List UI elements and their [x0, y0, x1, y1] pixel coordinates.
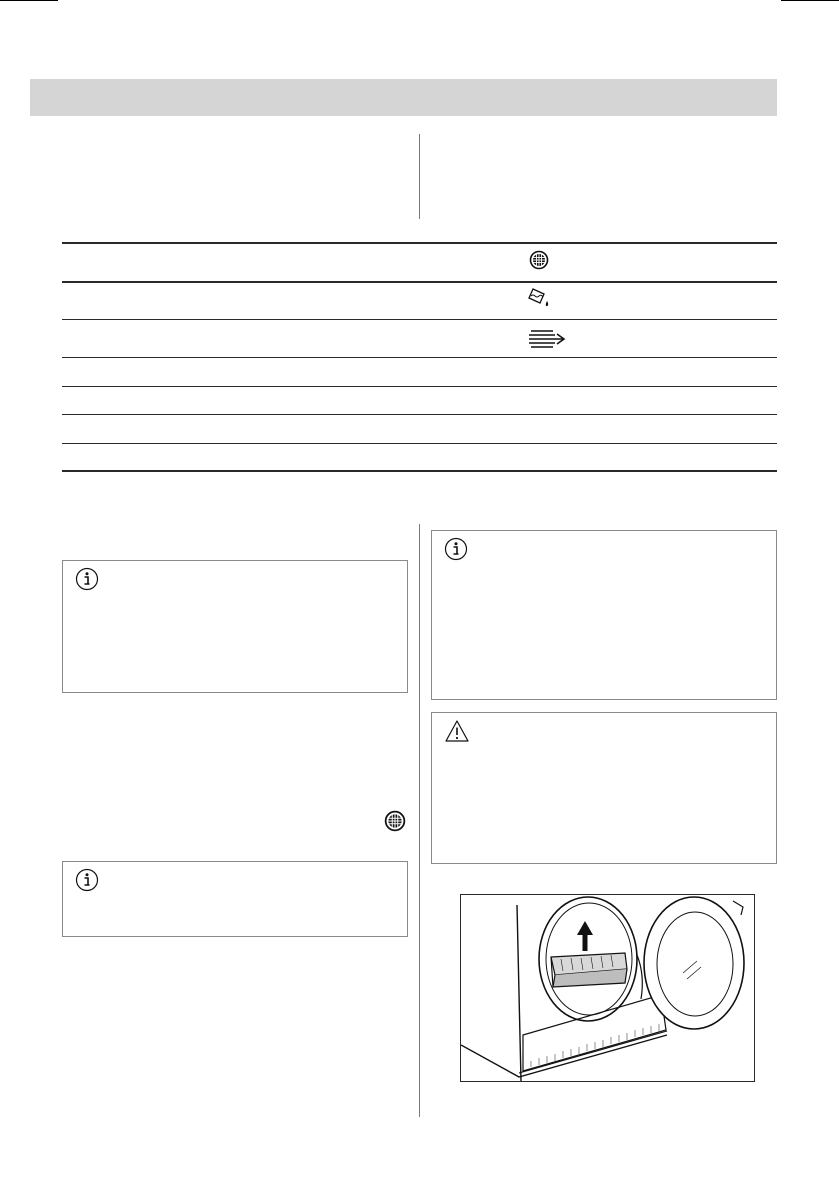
info-icon: [75, 868, 99, 892]
info-icon: [75, 567, 99, 591]
warning-note-box: [431, 712, 777, 864]
table-rule: [62, 281, 777, 283]
info-note-box: [431, 530, 777, 700]
filter-icon: [384, 810, 406, 832]
table-rule: [62, 386, 777, 387]
crop-mark-top-right: [781, 0, 839, 1]
section-header-bar: [30, 79, 777, 116]
drying-icon: [527, 329, 569, 349]
table-rule: [62, 443, 777, 444]
crop-mark-top-left: [0, 0, 58, 1]
table-rule: [62, 414, 777, 415]
warning-icon: [444, 719, 470, 743]
filter-icon: [529, 250, 549, 270]
table-rule: [62, 357, 777, 358]
dryer-filter-illustration: [460, 894, 755, 1082]
table-rule-bottom: [62, 470, 777, 472]
table-rule-top: [62, 242, 777, 244]
info-icon: [444, 537, 468, 561]
info-note-box: [62, 861, 408, 937]
water-container-icon: [527, 287, 553, 309]
dryer-illustration: [461, 895, 754, 1081]
info-note-box: [62, 560, 408, 693]
column-divider-top: [419, 134, 420, 219]
table-rule: [62, 319, 777, 320]
column-divider-bottom: [419, 524, 420, 1117]
